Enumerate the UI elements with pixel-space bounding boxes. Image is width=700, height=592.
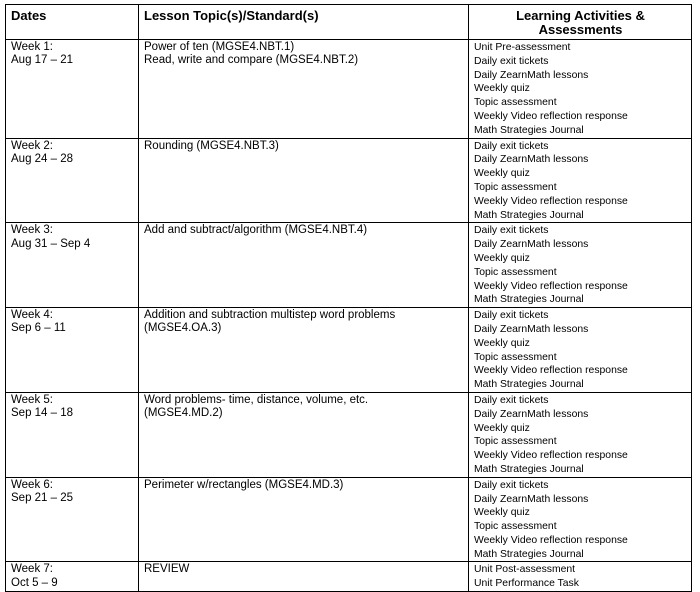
dates-cell xyxy=(6,40,139,139)
activities-cell xyxy=(469,392,692,477)
dates-cell xyxy=(6,392,139,477)
week-label: Week 4: xyxy=(11,309,53,322)
activity-item: Daily exit tickets xyxy=(474,394,549,406)
dates-cell xyxy=(6,223,139,308)
activity-item: Math Strategies Journal xyxy=(474,294,584,306)
date-range: Aug 31 – Sep 4 xyxy=(11,237,91,250)
activity-item: Unit Post-assessment xyxy=(474,564,576,576)
date-range: Sep 14 – 18 xyxy=(11,407,74,420)
activity-item: Topic assessment xyxy=(474,351,557,363)
activity-item: Weekly Video reflection response xyxy=(474,195,628,207)
date-range: Sep 21 – 25 xyxy=(11,491,74,504)
activity-item: Math Strategies Journal xyxy=(474,463,584,475)
activity-item: Weekly Video reflection response xyxy=(474,280,628,292)
topics-cell xyxy=(139,138,469,223)
date-range: Aug 24 – 28 xyxy=(11,152,74,165)
activity-item: Topic assessment xyxy=(474,181,557,193)
activity-item: Unit Performance Task xyxy=(474,578,579,590)
topic-line: Read, write and compare (MGSE4.NBT.2) xyxy=(144,54,359,67)
activity-item: Weekly quiz xyxy=(474,507,530,519)
activity-item: Weekly quiz xyxy=(474,83,530,95)
topics-cell xyxy=(139,392,469,477)
activity-item: Daily exit tickets xyxy=(474,55,549,67)
table-row xyxy=(6,40,692,139)
topics-cell xyxy=(139,40,469,139)
dates-cell xyxy=(6,138,139,223)
lesson-plan-table xyxy=(5,4,692,592)
activity-item: Topic assessment xyxy=(474,436,557,448)
activities-cell xyxy=(469,477,692,562)
activity-item: Unit Pre-assessment xyxy=(474,42,571,53)
activity-item: Weekly quiz xyxy=(474,168,530,180)
activity-item: Daily exit tickets xyxy=(474,140,549,152)
activities-cell xyxy=(469,40,692,139)
table-row xyxy=(6,392,692,477)
activity-item: Daily ZearnMath lessons xyxy=(474,493,589,505)
activity-item: Weekly Video reflection response xyxy=(474,534,628,546)
activity-item: Daily ZearnMath lessons xyxy=(474,239,589,251)
activities-cell xyxy=(469,562,692,592)
activities-cell xyxy=(469,223,692,308)
topics-cell xyxy=(139,308,469,393)
table-row xyxy=(6,223,692,308)
activity-item: Math Strategies Journal xyxy=(474,209,584,221)
table-body xyxy=(6,40,692,592)
topics-cell xyxy=(139,477,469,562)
activities-cell xyxy=(469,138,692,223)
activity-item: Daily exit tickets xyxy=(474,225,549,237)
topics-cell xyxy=(139,562,469,592)
topic-line: Perimeter w/rectangles (MGSE4.MD.3) xyxy=(144,478,344,491)
table-row xyxy=(6,138,692,223)
activity-item: Math Strategies Journal xyxy=(474,548,584,560)
week-label: Week 2: xyxy=(11,139,53,152)
dates-cell xyxy=(6,477,139,562)
activity-item: Weekly quiz xyxy=(474,252,530,264)
activity-item: Daily exit tickets xyxy=(474,479,549,491)
topic-line: (MGSE4.MD.2) xyxy=(144,407,223,420)
week-label: Week 1: xyxy=(11,41,53,53)
header-topics: Lesson Topic(s)/Standard(s) xyxy=(139,5,469,40)
activity-item: Weekly Video reflection response xyxy=(474,110,628,122)
topic-line: Word problems- time, distance, volume, etc. xyxy=(144,393,369,406)
week-label: Week 3: xyxy=(11,224,53,237)
header-row xyxy=(6,5,692,40)
topics-cell xyxy=(139,223,469,308)
topic-line: (MGSE4.OA.3) xyxy=(144,322,222,335)
activity-item: Math Strategies Journal xyxy=(474,124,584,136)
dates-cell xyxy=(6,308,139,393)
topic-line: REVIEW xyxy=(144,563,190,576)
date-range: Sep 6 – 11 xyxy=(11,322,66,335)
topic-line: Addition and subtraction multistep word problems xyxy=(144,309,396,322)
activity-item: Weekly Video reflection response xyxy=(474,450,628,462)
header-activities: Learning Activities & Assessments xyxy=(469,5,692,40)
table-row xyxy=(6,562,692,592)
activity-item: Weekly quiz xyxy=(474,337,530,349)
activity-item: Weekly Video reflection response xyxy=(474,365,628,377)
week-label: Week 5: xyxy=(11,393,53,406)
activity-item: Daily ZearnMath lessons xyxy=(474,154,589,166)
activity-item: Topic assessment xyxy=(474,521,557,533)
dates-cell xyxy=(6,562,139,592)
week-label: Week 7: xyxy=(11,563,53,576)
week-label: Week 6: xyxy=(11,478,53,491)
activity-item: Math Strategies Journal xyxy=(474,379,584,391)
activity-item: Daily ZearnMath lessons xyxy=(474,323,589,335)
activity-item: Topic assessment xyxy=(474,97,557,109)
activities-cell xyxy=(469,308,692,393)
activity-item: Daily exit tickets xyxy=(474,310,549,322)
topic-line: Rounding (MGSE4.NBT.3) xyxy=(144,139,279,152)
header-dates: Dates xyxy=(6,5,139,40)
activity-item: Topic assessment xyxy=(474,266,557,278)
topic-line: Add and subtract/algorithm (MGSE4.NBT.4) xyxy=(144,224,368,237)
table-row xyxy=(6,308,692,393)
activity-item: Daily ZearnMath lessons xyxy=(474,69,589,81)
date-range: Oct 5 – 9 xyxy=(11,576,58,589)
activity-item: Daily ZearnMath lessons xyxy=(474,408,589,420)
topic-line: Power of ten (MGSE4.NBT.1) xyxy=(144,41,295,53)
table-row xyxy=(6,477,692,562)
activity-item: Weekly quiz xyxy=(474,422,530,434)
date-range: Aug 17 – 21 xyxy=(11,54,74,67)
